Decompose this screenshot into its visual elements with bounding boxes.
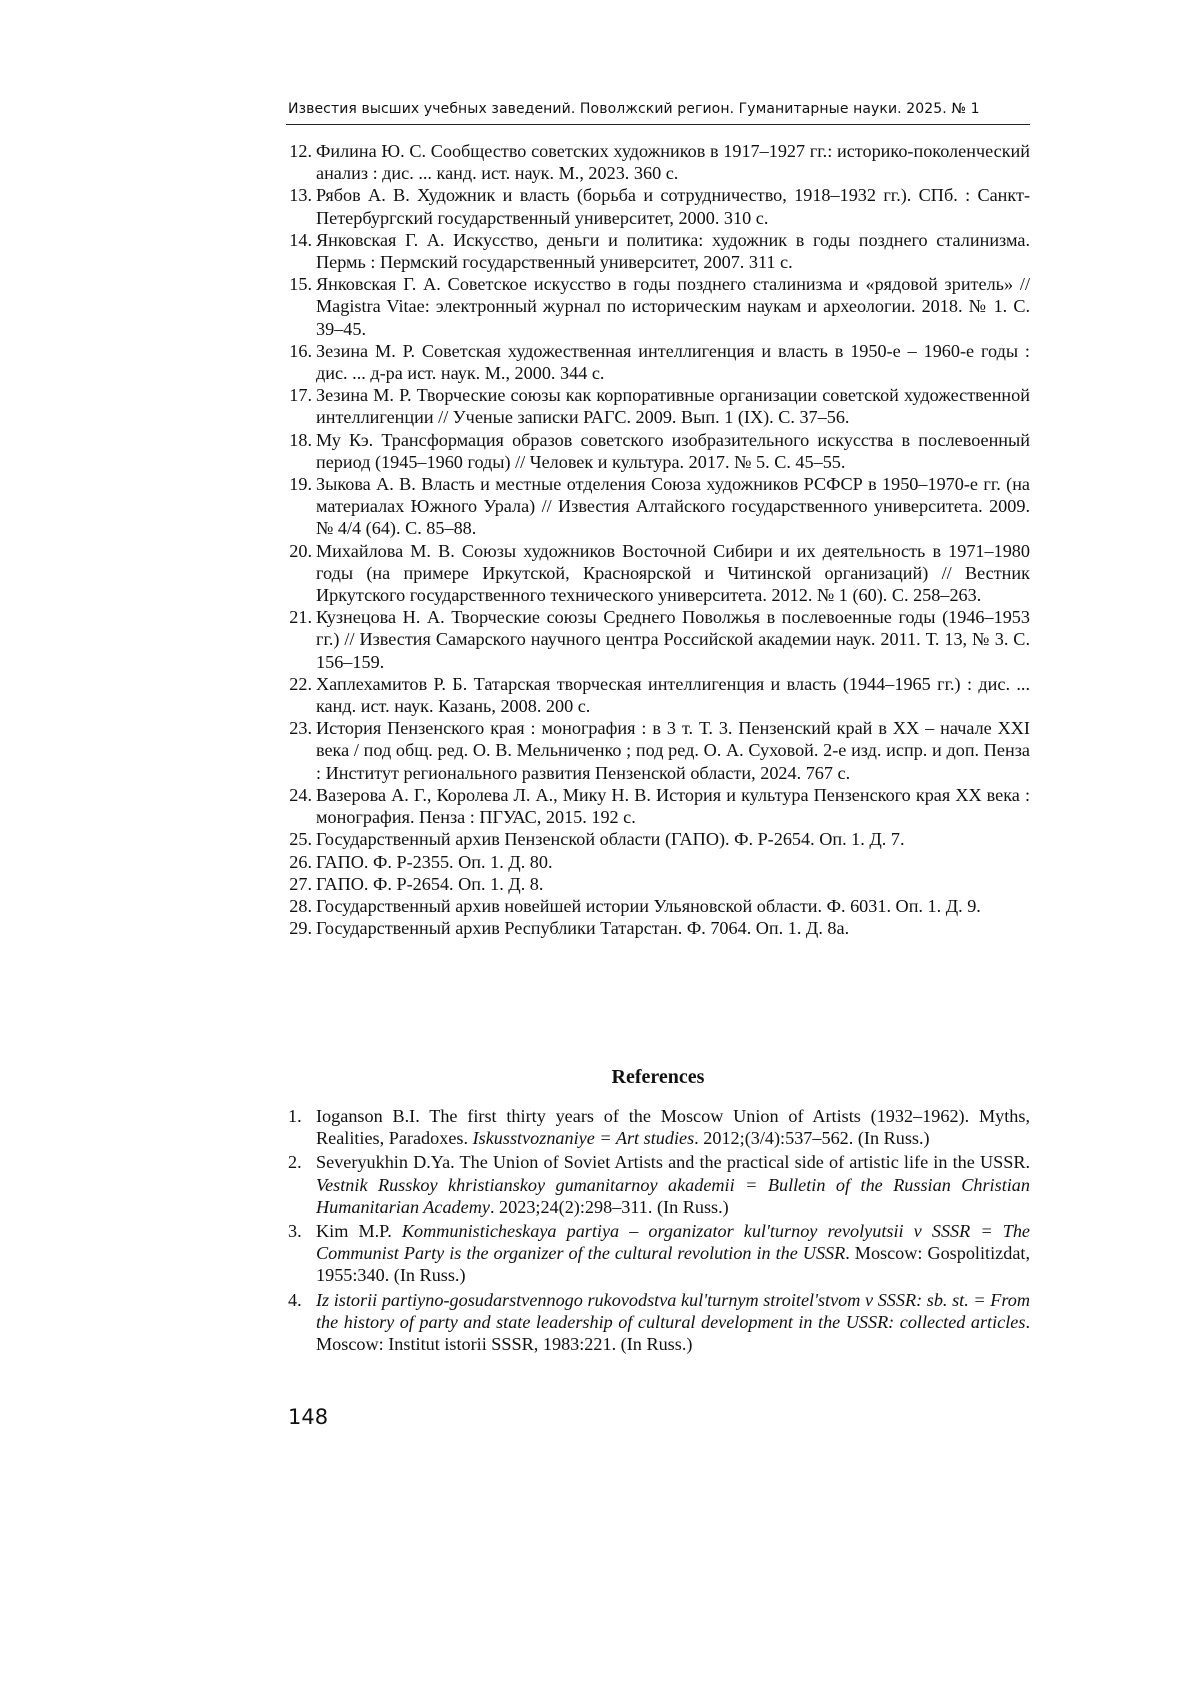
reference-item <box>286 340 1030 384</box>
reference-item <box>286 1105 1030 1149</box>
reference-number: 1. <box>288 1106 302 1126</box>
reference-text: ГАПО. Ф. Р-2355. Оп. 1. Д. 80. <box>316 851 553 872</box>
reference-number: 24. <box>289 784 312 805</box>
reference-text: Ioganson B.I. The first thirty years of the Moscow Union of Artists (1932–1962). Myths, Realities, Paradoxes. Iskusstvoznaniye = Art studies. 2012;(3/4):537–562. (In Russ.) <box>316 1106 1030 1149</box>
reference-list-russian <box>286 140 1030 939</box>
reference-item <box>286 384 1030 428</box>
reference-number: 23. <box>289 718 312 739</box>
reference-item <box>286 606 1030 673</box>
reference-item <box>286 917 1030 939</box>
reference-number: 19. <box>289 474 312 495</box>
reference-text: Iz istorii partiyno-gosudarstvennogo rukovodstva kul'turnym stroitel'stvom v SSSR: sb. st. = From the history of party and state leadership of cultural development in the USSR: collected articles. Moscow: Institut istorii SSSR, 1983:221. (In Russ.) <box>316 1289 1030 1355</box>
reference-item <box>286 717 1030 784</box>
page-number: 148 <box>288 1405 329 1429</box>
reference-number: 16. <box>289 340 312 361</box>
reference-number: 28. <box>289 895 312 916</box>
references-heading: References <box>611 1066 705 1088</box>
reference-item <box>286 429 1030 473</box>
reference-text: Янковская Г. А. Искусство, деньги и политика: художник в годы позднего сталинизма. Пермь : Пермский государственный университет, 2007. 311 с. <box>316 229 1030 273</box>
reference-text: Рябов А. В. Художник и власть (борьба и сотрудничество, 1918–1932 гг.). СПб. : Санкт-Петербургский государственный университет, 2000. 310 с. <box>316 185 1030 228</box>
reference-item <box>286 828 1030 850</box>
reference-text: Янковская Г. А. Советское искусство в годы позднего сталинизма и «рядовой зритель» // Magistra Vitae: электронный журнал по историческим наукам и археологии. 2018. № 1. С. 39–45. <box>316 274 1030 339</box>
reference-text: Государственный архив Республики Татарстан. Ф. 7064. Оп. 1. Д. 8а. <box>316 918 850 939</box>
reference-text: Зыкова А. В. Власть и местные отделения Союза художников РСФСР в 1950–1970-е гг. (на материалах Южного Урала) // Известия Алтайского государственного университета. 2009. № 4/4 (64). С. 85–88. <box>316 474 1030 539</box>
reference-text: Зезина М. Р. Творческие союзы как корпоративные организации советской художественной интеллигенции // Ученые записки РАГС. 2009. Вып. 1 (IX). С. 37–56. <box>316 385 1030 428</box>
header-rule <box>286 124 1030 125</box>
reference-text: Филина Ю. С. Сообщество советских художников в 1917–1927 гг.: историко-поколенческий анализ : дис. ... канд. ист. наук. М., 2023. 360 с. <box>316 141 1030 184</box>
reference-number: 12. <box>289 141 312 161</box>
reference-item <box>286 273 1030 340</box>
reference-text: Вазерова А. Г., Королева Л. А., Мику Н. В. История и культура Пензенского края XX века : монография. Пенза : ПГУАС, 2015. 192 с. <box>316 784 1030 828</box>
reference-number: 3. <box>288 1221 302 1242</box>
reference-item <box>286 229 1030 273</box>
reference-text: Государственный архив новейшей истории Ульяновской области. Ф. 6031. Оп. 1. Д. 9. <box>316 895 981 916</box>
reference-item <box>286 895 1030 917</box>
reference-text: Государственный архив Пензенской области (ГАПО). Ф. Р-2654. Оп. 1. Д. 7. <box>316 829 905 850</box>
reference-number: 25. <box>289 829 312 850</box>
reference-number: 14. <box>289 229 312 250</box>
reference-text: Михайлова М. В. Союзы художников Восточной Сибири и их деятельность в 1971–1980 годы (на примере Иркутской, Красноярской и Читинской организаций) // Вестник Иркутского государственного технического университета. 2012. № 1 (60). С. 258–263. <box>316 540 1030 606</box>
reference-text: ГАПО. Ф. Р-2654. Оп. 1. Д. 8. <box>316 873 544 894</box>
reference-item <box>286 184 1030 228</box>
reference-number: 13. <box>289 185 312 206</box>
reference-number: 15. <box>289 274 312 295</box>
reference-text: Severyukhin D.Ya. The Union of Soviet Artists and the practical side of artistic life in the USSR. Vestnik Russkoy khristianskoy gumanitarnoy akademii = Bulletin of the Russian Christian Humanitarian Academy. 2023;24(2):298–311. (In Russ.) <box>316 1152 1030 1217</box>
reference-number: 22. <box>289 673 312 694</box>
reference-item <box>286 673 1030 717</box>
reference-number: 20. <box>289 540 312 561</box>
reference-item <box>286 540 1030 607</box>
reference-item <box>286 140 1030 184</box>
reference-number: 2. <box>288 1152 302 1173</box>
reference-number: 18. <box>289 429 312 450</box>
reference-text: Кузнецова Н. А. Творческие союзы Среднего Поволжья в послевоенные годы (1946–1953 гг.) // Известия Самарского научного центра Российской академии наук. 2011. Т. 13, № 3. С. 156–159. <box>316 607 1030 672</box>
reference-item <box>286 1151 1030 1218</box>
reference-text: Зезина М. Р. Советская художественная интеллигенция и власть в 1950-е – 1960-е годы : дис. ... д-ра ист. наук. М., 2000. 344 с. <box>316 340 1030 384</box>
reference-item <box>286 473 1030 540</box>
reference-number: 21. <box>289 607 312 628</box>
reference-text: Му Кэ. Трансформация образов советского изобразительного искусства в послевоенный период (1945–1960 годы) // Человек и культура. 2017. № 5. С. 45–55. <box>316 429 1030 472</box>
reference-item <box>286 851 1030 873</box>
reference-list-english <box>286 1105 1030 1357</box>
reference-item <box>286 1220 1030 1287</box>
reference-number: 27. <box>289 873 312 894</box>
reference-item <box>286 1289 1030 1356</box>
reference-number: 17. <box>289 385 312 406</box>
reference-number: 29. <box>289 918 312 939</box>
reference-text: Хаплехамитов Р. Б. Татарская творческая интеллигенция и власть (1944–1965 гг.) : дис. ... канд. ист. наук. Казань, 2008. 200 с. <box>316 673 1030 717</box>
reference-item <box>286 873 1030 895</box>
reference-number: 4. <box>288 1289 302 1310</box>
reference-text: История Пензенского края : монография : в 3 т. Т. 3. Пензенский край в XX – начале XXI века / под общ. ред. О. В. Мельниченко ; под ред. О. А. Суховой. 2-е изд. испр. и доп. Пенза : Институт регионального развития Пензенской области, 2024. 767 с. <box>316 718 1030 783</box>
reference-item <box>286 784 1030 828</box>
reference-number: 26. <box>289 851 312 872</box>
reference-text: Kim M.P. Kommunisticheskaya partiya – organizator kul'turnoy revolyutsii v SSSR = The Communist Party is the organizer of the cultural revolution in the USSR. Moscow: Gospolitizdat, 1955:340. (In Russ.) <box>316 1221 1031 1286</box>
running-header: Известия высших учебных заведений. Поволжский регион. Гуманитарные науки. 2025. № 1 <box>288 101 980 117</box>
